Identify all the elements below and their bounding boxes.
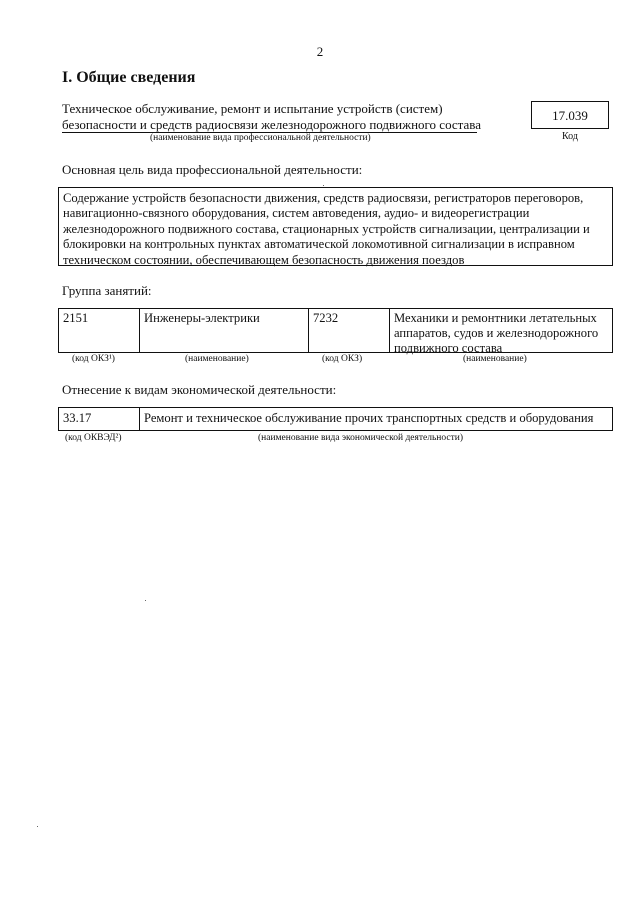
scan-speck	[323, 185, 324, 186]
activity-caption: (наименование вида профессиональной деятельности)	[150, 133, 371, 143]
activity-code-caption: Код	[562, 131, 578, 142]
occupation-name-caption-1: (наименование)	[185, 354, 249, 364]
okz-code-caption-1: (код ОКЗ¹)	[72, 354, 115, 364]
scan-speck	[145, 600, 146, 601]
economic-activity-table	[58, 407, 613, 431]
okved-code-caption: (код ОКВЭД²)	[65, 433, 122, 443]
goal-label: Основная цель вида профессиональной деятельности:	[62, 162, 363, 177]
economic-activity-name: Ремонт и техническое обслуживание прочих транспортных средств и оборудования	[144, 411, 594, 425]
occupation-group-table	[58, 308, 613, 353]
okz-code-caption-2: (код ОКЗ)	[322, 354, 363, 364]
okz-code-1: 2151	[63, 311, 89, 325]
activity-name: Техническое обслуживание, ремонт и испытание устройств (систем) безопасности и средств радиосвязи железнодорожного подвижного состава	[62, 101, 482, 132]
page-number: 2	[316, 44, 324, 59]
scan-speck	[37, 826, 38, 827]
okved-code: 33.17	[63, 411, 92, 425]
goal-text-box: Содержание устройств безопасности движения, средств радиосвязи, регистраторов переговоров, навигационно-связного оборудования, систем автоведения, аудио- и видеорегистрации железнодорожного подвижного состава, стационарных устройств сигнализации, централизации и блокировки на контрольных пунктах автоматической локомотивной сигнализации в исправном техническом состоянии, обеспечивающем безопасность движения поездов	[58, 187, 613, 266]
activity-code-box: 17.039	[531, 101, 609, 129]
economic-activity-label: Отнесение к видам экономической деятельности:	[62, 382, 337, 397]
occupation-group-label: Группа занятий:	[62, 283, 152, 298]
occupation-name-2: Механики и ремонтники летательных аппаратов, судов и железнодорожного подвижного состава	[394, 311, 599, 355]
section-title: I. Общие сведения	[62, 69, 196, 86]
occupation-name-caption-2: (наименование)	[463, 354, 527, 364]
occupation-name-1: Инженеры-электрики	[144, 311, 260, 325]
okz-code-2: 7232	[313, 311, 339, 325]
economic-activity-name-caption: (наименование вида экономической деятельности)	[258, 433, 463, 443]
